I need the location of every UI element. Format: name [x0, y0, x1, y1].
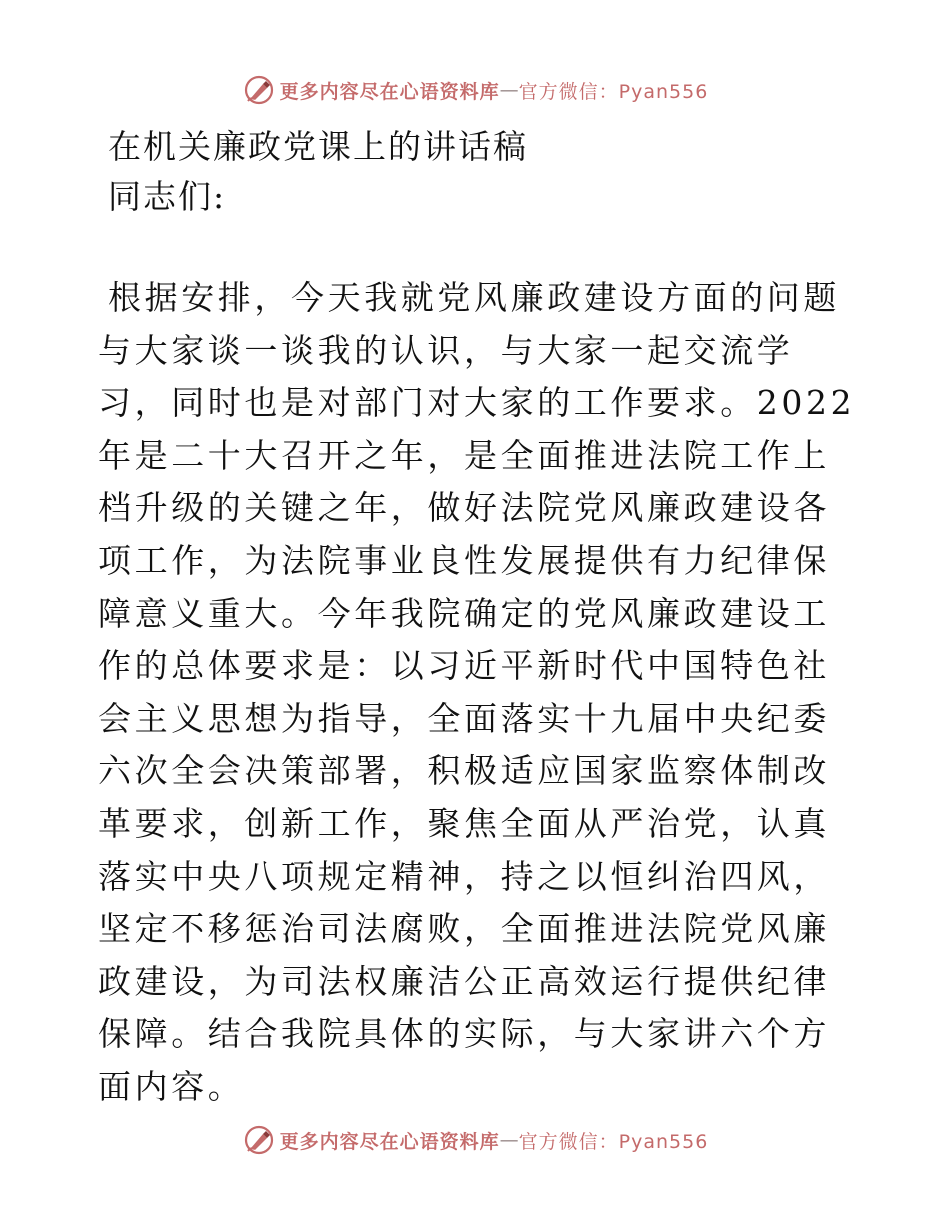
watermark-text: 更多内容尽在心语资料库 [279, 1130, 500, 1153]
document-title: 在机关廉政党课上的讲话稿 [108, 127, 528, 166]
pen-logo-icon [242, 73, 276, 107]
watermark-account: 官方微信：Pyan556 [518, 1130, 709, 1153]
header-watermark [0, 70, 950, 110]
document-salutation: 同志们: [108, 177, 227, 216]
document-paragraph: 根据安排，今天我就党风廉政建设方面的问题与大家谈一谈我的认识，与大家一起交流学习，同时也是对部门对大家的工作要求。2022年是二十大召开之年，是全面推进法院工作上档升级的关键之年，做好法院党风廉政建设各项工作，为法院事业良性发展提供有力纪律保障意义重大。今年我院确定的党风廉政建设工作的总体要求是：以习近平新时代中国特色社会主义思想为指导，全面落实十九届中央纪委六次全会决策部署，积极适应国家监察体制改革要求，创新工作，聚焦全面从严治党，认真落实中央八项规定精神，持之以恒纠治四风，坚定不移惩治司法腐败，全面推进法院党风廉政建设，为司法权廉洁公正高效运行提供纪律保障。结合我院具体的实际，与大家讲六个方面内容。 [98, 278, 856, 1106]
pen-logo-icon [242, 1123, 276, 1157]
footer-watermark [0, 1120, 950, 1160]
watermark-separator: — [499, 79, 519, 101]
watermark-text: 更多内容尽在心语资料库 [279, 80, 500, 103]
watermark-separator: — [499, 1129, 519, 1151]
watermark-account: 官方微信：Pyan556 [518, 80, 709, 103]
